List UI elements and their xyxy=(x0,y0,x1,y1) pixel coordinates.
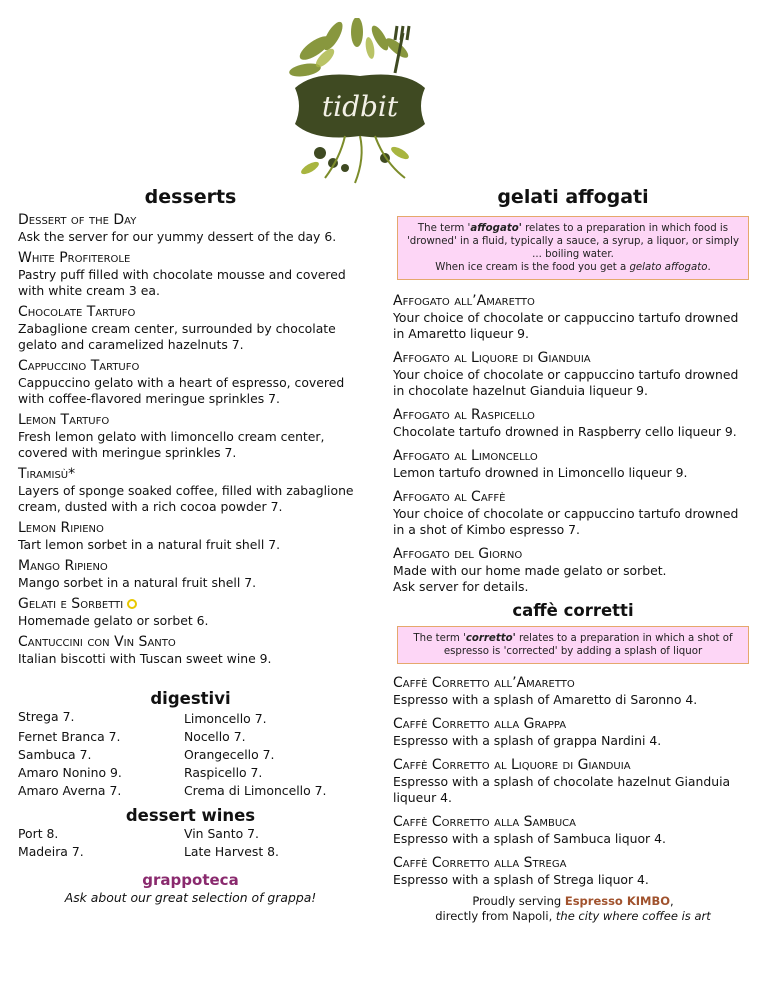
list-item xyxy=(18,633,363,667)
digestivi-title: digestivi xyxy=(150,689,231,708)
list-item xyxy=(393,854,753,888)
circle-icon xyxy=(127,599,137,609)
dessert-wines-title: dessert wines xyxy=(125,806,256,825)
item-desc: Homemade gelato or sorbet 6. xyxy=(18,613,209,628)
list-item xyxy=(18,211,363,245)
list-item: Sambuca 7. xyxy=(18,747,92,762)
list-item xyxy=(393,756,753,806)
item-desc: Chocolate tartufo drowned in Raspberry cello liqueur 9. xyxy=(393,424,737,439)
item-name: Affogato al Limoncello xyxy=(393,448,538,464)
item-desc: Espresso with a splash of Sambuca liquor 4. xyxy=(393,831,666,846)
item-desc: Cappuccino gelato with a heart of espresso, covered with coffee-flavored meringue sprinkles 7. xyxy=(18,375,345,406)
item-desc: Ask the server for our yummy dessert of the day 6. xyxy=(18,229,337,244)
box-text: The term ' xyxy=(413,633,466,644)
list-item xyxy=(18,557,363,591)
list-item: Late Harvest 8. xyxy=(184,844,279,859)
desserts-title: desserts xyxy=(144,186,237,208)
affogati-list xyxy=(393,292,753,595)
list-item xyxy=(393,349,753,399)
grappa-note: Ask about our great selection of grappa! xyxy=(64,890,317,905)
item-name: Cantuccini con Vin Santo xyxy=(18,634,176,650)
list-item xyxy=(393,406,753,440)
item-desc: Espresso with a splash of chocolate hazelnut Gianduia liqueur 4. xyxy=(393,774,731,805)
list-item xyxy=(393,292,753,342)
list-item: Nocello 7. xyxy=(184,729,246,744)
box-text: When ice cream is the food you get a xyxy=(435,262,630,273)
affogato-definition-box xyxy=(397,216,749,280)
list-item: Orangecello 7. xyxy=(184,747,275,762)
item-desc: Fresh lemon gelato with limoncello cream center, covered with meringue sprinkles 7. xyxy=(18,429,325,460)
list-item: Vin Santo 7. xyxy=(184,826,259,841)
item-desc: Italian biscotti with Tuscan sweet wine 9. xyxy=(18,651,272,666)
footer-text: directly from Napoli, xyxy=(435,909,556,923)
item-desc: Layers of sponge soaked coffee, filled with zabaglione cream, dusted with a rich cocoa powder 7. xyxy=(18,483,354,514)
grappoteca-title: grappoteca xyxy=(142,871,239,889)
list-item: Amaro Averna 7. xyxy=(18,783,122,798)
dessert-wines-list xyxy=(18,825,363,861)
box-text: The term ' xyxy=(417,223,471,234)
item-desc: Lemon tartufo drowned in Limoncello liqueur 9. xyxy=(393,465,688,480)
list-item xyxy=(393,545,753,595)
list-item: Port 8. xyxy=(18,826,59,841)
box-text: relates to a preparation in which a shot of espresso is 'corrected' by adding a splash of liquor xyxy=(443,633,733,657)
item-name-row xyxy=(18,595,363,613)
corretti-title: caffè corretti xyxy=(512,601,634,620)
affogati-title: gelati affogati xyxy=(497,186,649,208)
list-item xyxy=(18,357,363,407)
item-name: Gelati e Sorbetti xyxy=(18,596,124,612)
item-name: Affogato al Caffè xyxy=(393,489,506,505)
item-desc: Tart lemon sorbet in a natural fruit shell 7. xyxy=(18,537,281,552)
box-term: gelato affogato xyxy=(629,262,708,273)
list-item: Crema di Limoncello 7. xyxy=(184,783,327,798)
item-name: Tiramisù* xyxy=(18,466,76,482)
item-name: Lemon Tartufo xyxy=(18,412,110,428)
item-desc: Made with our home made gelato or sorbet. xyxy=(393,563,667,578)
item-name: Caffè Corretto alla Strega xyxy=(393,855,567,871)
item-name: Lemon Ripieno xyxy=(18,520,104,536)
item-desc: Your choice of chocolate or cappuccino tartufo drowned in Amaretto liqueur 9. xyxy=(393,310,739,341)
corretti-list xyxy=(393,674,753,888)
logo-text: tidbit xyxy=(321,90,399,123)
item-name: Caffè Corretto all’Amaretto xyxy=(393,675,575,691)
item-name: Caffè Corretto alla Sambuca xyxy=(393,814,576,830)
brand-name: Espresso KIMBO xyxy=(564,894,671,908)
item-name: Dessert of the Day xyxy=(18,212,137,228)
item-name: Affogato al Raspicello xyxy=(393,407,535,423)
list-item xyxy=(18,595,363,629)
list-item xyxy=(18,519,363,553)
footer-note xyxy=(393,894,753,924)
item-desc: Espresso with a splash of Strega liquor 4. xyxy=(393,872,649,887)
list-item: Madeira 7. xyxy=(18,844,84,859)
list-item: Amaro Nonino 9. xyxy=(18,765,122,780)
item-name: White Profiterole xyxy=(18,250,131,266)
footer-text: , xyxy=(670,894,674,908)
box-text: . xyxy=(707,262,711,273)
item-desc: Ask server for details. xyxy=(393,579,529,594)
item-name: Affogato al Liquore di Gianduia xyxy=(393,350,591,366)
corretto-definition-box xyxy=(397,626,749,664)
tidbit-logo xyxy=(285,18,435,188)
list-item xyxy=(18,465,363,515)
list-item xyxy=(393,488,753,538)
item-name: Caffè Corretto al Liquore di Gianduia xyxy=(393,757,631,773)
list-item xyxy=(18,303,363,353)
list-item xyxy=(393,674,753,708)
list-item xyxy=(18,411,363,461)
desserts-list xyxy=(18,211,363,667)
item-desc: Your choice of chocolate or cappuccino tartufo drowned in chocolate hazelnut Gianduia liqueur 9. xyxy=(393,367,739,398)
item-desc: Espresso with a splash of grappa Nardini 4. xyxy=(393,733,662,748)
right-column xyxy=(393,186,753,924)
footer-text: Proudly serving xyxy=(472,894,565,908)
box-term: affogato' xyxy=(470,223,522,234)
list-item xyxy=(18,249,363,299)
list-item: Raspicello 7. xyxy=(184,765,263,780)
list-item xyxy=(393,715,753,749)
list-item: Fernet Branca 7. xyxy=(18,729,121,744)
item-desc: Pastry puff filled with chocolate mousse and covered with white cream 3 ea. xyxy=(18,267,346,298)
item-desc: Espresso with a splash of Amaretto di Saronno 4. xyxy=(393,692,698,707)
item-desc: Mango sorbet in a natural fruit shell 7. xyxy=(18,575,257,590)
item-desc: Your choice of chocolate or cappuccino tartufo drowned in a shot of Kimbo espresso 7. xyxy=(393,506,739,537)
box-text: relates to a preparation in which food is 'drowned' in a fluid, typically a sauce, a syrup, a liquor, or simply ... boiling water. xyxy=(406,223,740,260)
left-column xyxy=(18,186,363,906)
item-name: Cappuccino Tartufo xyxy=(18,358,140,374)
item-desc: Zabaglione cream center, surrounded by chocolate gelato and caramelized hazelnuts 7. xyxy=(18,321,336,352)
item-name: Affogato all’Amaretto xyxy=(393,293,535,309)
box-term: corretto' xyxy=(465,633,516,644)
list-item: Strega 7. xyxy=(18,709,75,724)
list-item xyxy=(393,447,753,481)
item-name: Mango Ripieno xyxy=(18,558,108,574)
footer-tagline: the city where coffee is art xyxy=(555,909,711,923)
item-name: Caffè Corretto alla Grappa xyxy=(393,716,567,732)
item-name: Affogato del Giorno xyxy=(393,546,523,562)
list-item xyxy=(393,813,753,847)
item-name: Chocolate Tartufo xyxy=(18,304,136,320)
logo-graphic xyxy=(285,18,435,188)
digestivi-list xyxy=(18,708,363,800)
list-item: Limoncello 7. xyxy=(184,711,267,726)
